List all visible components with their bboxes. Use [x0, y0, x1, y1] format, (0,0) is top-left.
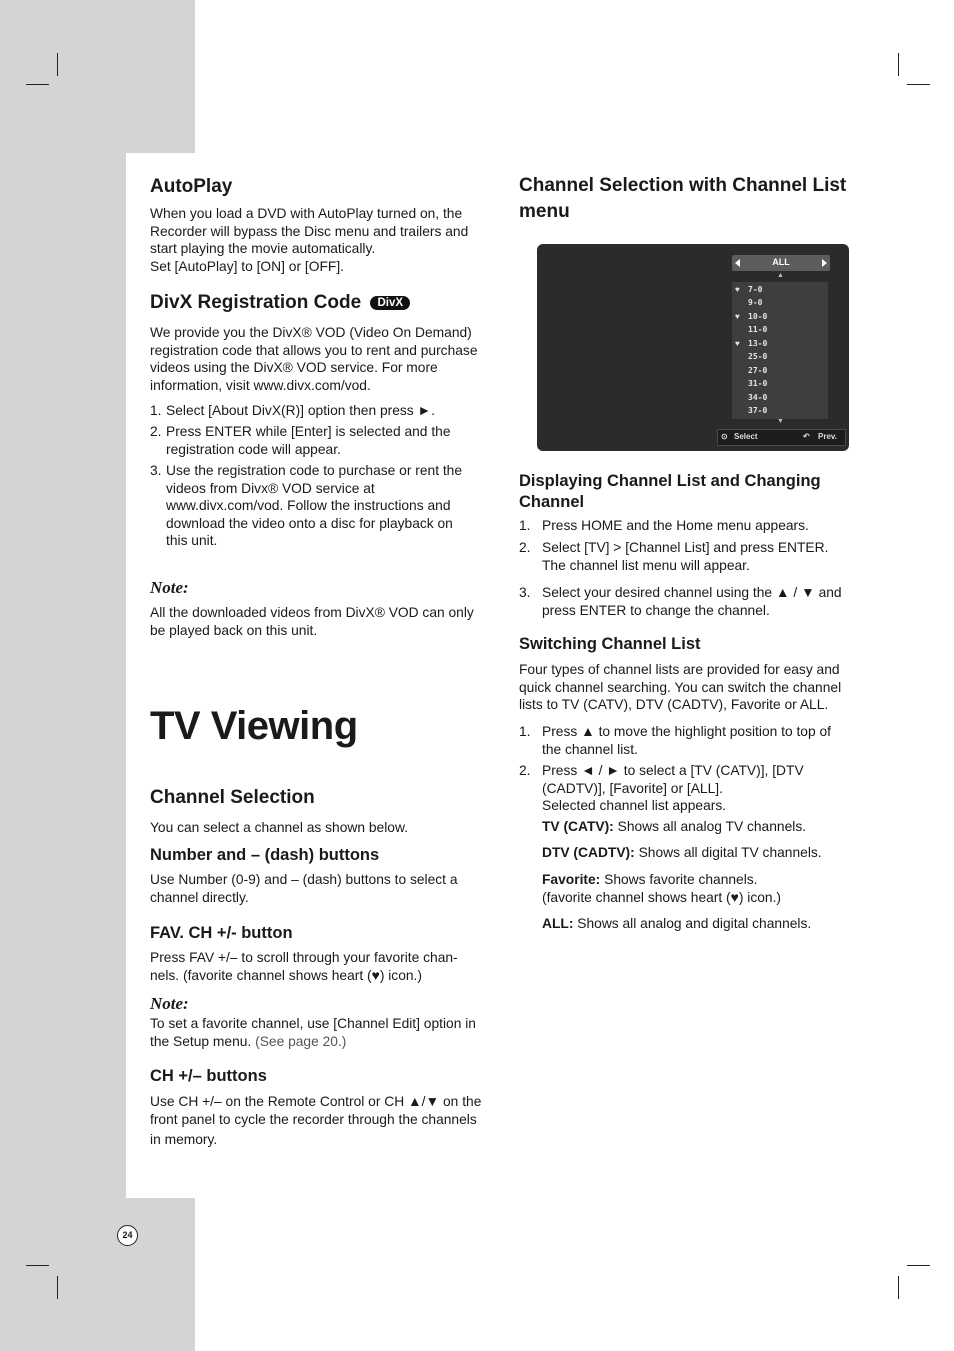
definition-desc: Shows all digital TV channels.: [638, 845, 822, 860]
autoplay-title: AutoPlay: [150, 176, 233, 197]
fav-button-title: FAV. CH +/- button: [150, 924, 293, 942]
divx-title-text: DivX Registration Code: [150, 292, 362, 313]
definition-favorite: [542, 871, 781, 906]
definition-term: TV (CATV):: [542, 819, 614, 834]
text-line: Select your desired channel using the ▲ / ▼ and: [542, 585, 842, 600]
channel-item[interactable]: 11-0: [748, 325, 768, 334]
text-line: menu: [519, 201, 570, 222]
step-number: 3.: [150, 463, 162, 478]
definition-tv-catv: [542, 818, 806, 836]
crop-mark: [57, 53, 58, 76]
definition-term: ALL:: [542, 916, 574, 931]
divx-note-title: Note:: [150, 578, 189, 597]
definition-all: [542, 915, 811, 933]
list-type-label: ALL: [772, 257, 790, 267]
definition-dtv-cadtv: [542, 844, 822, 862]
text-line: information, visit www.divx.com/vod.: [150, 377, 371, 393]
text-line: Use Number (0-9) and – (dash) buttons to select a: [150, 872, 458, 887]
text-line: When you load a DVD with AutoPlay turned on, the: [150, 206, 463, 221]
divx-step: [150, 462, 498, 550]
text-line: start playing the movie automatically.: [150, 241, 376, 256]
tv-note-body: [150, 1015, 476, 1050]
divx-intro: [150, 324, 478, 394]
displaying-step: [519, 539, 861, 574]
channel-item[interactable]: 7-0: [748, 285, 763, 294]
displaying-step: [519, 584, 861, 619]
text-line: download the video onto a disc for playback on: [166, 515, 453, 531]
definition-term: DTV (CADTV):: [542, 845, 635, 860]
step-number: 1.: [150, 403, 162, 418]
channel-selection-title: Channel Selection: [150, 787, 315, 808]
note-text: the Setup menu.: [150, 1033, 252, 1049]
text-line: registration code that allows you to rent and purchase: [150, 342, 478, 358]
switching-step: [519, 762, 861, 815]
definition-desc: Shows all analog and digital channels.: [577, 916, 812, 931]
tv-note-title: Note:: [150, 994, 189, 1013]
text-line: Press FAV +/– to scroll through your favorite chan-: [150, 950, 458, 965]
number-buttons-title: Number and – (dash) buttons: [150, 846, 380, 864]
divx-title: [150, 292, 410, 314]
text-line: Set [AutoPlay] to [ON] or [OFF].: [150, 258, 344, 274]
text-line: The channel list menu will appear.: [542, 557, 750, 573]
step-number: 2.: [519, 540, 531, 555]
return-icon: ↶: [803, 432, 810, 441]
text-line: videos using the DivX® VOD service. For more: [150, 360, 438, 375]
crop-mark: [907, 84, 930, 85]
ch-buttons-body: [150, 1093, 481, 1149]
crop-mark: [26, 1265, 49, 1266]
crop-mark: [26, 84, 49, 85]
channel-item[interactable]: 10-0: [748, 312, 768, 321]
text-line: [150, 1033, 476, 1051]
margin-band-left: [0, 153, 126, 1198]
page-number: 24: [117, 1225, 138, 1246]
text-line: front panel to cycle the recorder through the channels: [150, 1111, 477, 1127]
text-line: registration code will appear.: [166, 441, 341, 457]
text-line: Four types of channel lists are provided for easy and: [519, 662, 840, 677]
prev-label: Prev.: [818, 432, 837, 441]
text-line: Channel: [519, 493, 585, 511]
channel-list: [732, 282, 828, 419]
select-label: Select: [734, 432, 758, 441]
margin-band-bottom: [0, 1198, 195, 1351]
switching-step: [519, 723, 861, 758]
text-line: videos from Divx® VOD service at: [166, 480, 375, 496]
crop-mark: [907, 1265, 930, 1266]
definition-desc: Shows favorite channels.: [604, 872, 758, 887]
crop-mark: [57, 1276, 58, 1299]
step-number: 3.: [519, 585, 531, 600]
step-number: 1.: [519, 724, 531, 739]
text-line: Channel Selection with Channel List: [519, 175, 847, 196]
number-buttons-body: [150, 871, 458, 906]
text-line: [542, 871, 781, 889]
text-line: www.divx.com/vod. Follow the instructions and: [166, 498, 451, 513]
divx-note-body: [150, 604, 474, 639]
text-line: quick channel searching. You can switch the channel: [519, 679, 842, 695]
heart-icon: ♥: [735, 312, 740, 321]
autoplay-body: [150, 205, 468, 275]
tv-viewing-title: TV Viewing: [150, 704, 358, 748]
channel-item[interactable]: 25-0: [748, 352, 768, 361]
crop-mark: [898, 1276, 899, 1299]
text-line: Displaying Channel List and Changing: [519, 472, 821, 490]
switching-title: Switching Channel List: [519, 635, 701, 653]
text-line: All the downloaded videos from DivX® VOD can only: [150, 605, 474, 620]
text-line: lists to TV (CATV), DTV (CADTV), Favorite or ALL.: [519, 697, 829, 712]
text-line: nels. (favorite channel shows heart (♥) icon.): [150, 967, 422, 983]
text-line: (favorite channel shows heart (♥) icon.): [542, 889, 782, 905]
text-line: this unit.: [166, 533, 218, 548]
displaying-title: [519, 471, 821, 513]
text-line: the channel list.: [542, 741, 638, 757]
enter-icon: ⊙: [721, 432, 728, 441]
text-line: Select [About DivX(R)] option then press ►.: [166, 403, 436, 418]
displaying-step: [519, 517, 861, 535]
divx-step: [150, 402, 498, 420]
channel-item[interactable]: 34-0: [748, 393, 768, 402]
channel-item[interactable]: 37-0: [748, 406, 768, 415]
fav-button-body: [150, 949, 458, 984]
switching-intro: [519, 661, 841, 714]
text-line: Press ENTER while [Enter] is selected and the: [166, 424, 451, 439]
ch-buttons-title: CH +/– buttons: [150, 1067, 267, 1085]
text-line: (CADTV)], [Favorite] or [ALL].: [542, 780, 723, 796]
step-number: 2.: [519, 763, 531, 778]
step-number: 1.: [519, 518, 531, 533]
step-number: 2.: [150, 424, 162, 439]
channel-item[interactable]: 27-0: [748, 366, 768, 375]
channel-list-menu-title: [519, 173, 846, 225]
channel-item[interactable]: 9-0: [748, 298, 763, 307]
divx-step: [150, 423, 498, 458]
text-line: in memory.: [150, 1132, 218, 1147]
text-line: To set a favorite channel, use [Channel Edit] option in: [150, 1016, 476, 1031]
definition-desc: Shows all analog TV channels.: [617, 819, 807, 834]
heart-icon: ♥: [735, 339, 740, 348]
channel-selection-text: You can select a channel as shown below.: [150, 820, 408, 835]
text-line: press ENTER to change the channel.: [542, 602, 770, 618]
text-line: Select [TV] > [Channel List] and press ENTER.: [542, 540, 829, 555]
text-line: Press ▲ to move the highlight position to top of: [542, 724, 831, 739]
scroll-down-icon[interactable]: ▼: [777, 418, 784, 425]
definition-term: Favorite:: [542, 872, 601, 887]
divx-badge: DivX: [370, 296, 410, 310]
heart-icon: ♥: [735, 285, 740, 294]
margin-band-top: [0, 0, 195, 153]
list-type-selector[interactable]: [732, 255, 830, 271]
channel-item[interactable]: 31-0: [748, 379, 768, 388]
page-reference: (See page 20.): [255, 1033, 347, 1049]
text-line: Use CH +/– on the Remote Control or CH ▲/▼ on the: [150, 1094, 482, 1109]
text-line: Use the registration code to purchase or rent the: [166, 463, 463, 478]
text-line: Press ◄ / ► to select a [TV (CATV)], [DTV: [542, 763, 804, 778]
text-line: be played back on this unit.: [150, 622, 318, 638]
text-line: Recorder will bypass the Disc menu and trailers and: [150, 223, 469, 239]
channel-item[interactable]: 13-0: [748, 339, 768, 348]
crop-mark: [898, 53, 899, 76]
scroll-up-icon[interactable]: ▲: [777, 272, 784, 279]
text-line: Selected channel list appears.: [542, 798, 727, 813]
arrow-right-icon[interactable]: [822, 259, 827, 267]
text-line: channel directly.: [150, 889, 249, 905]
text-line: Press HOME and the Home menu appears.: [542, 518, 809, 533]
text-line: We provide you the DivX® VOD (Video On Demand): [150, 325, 472, 340]
